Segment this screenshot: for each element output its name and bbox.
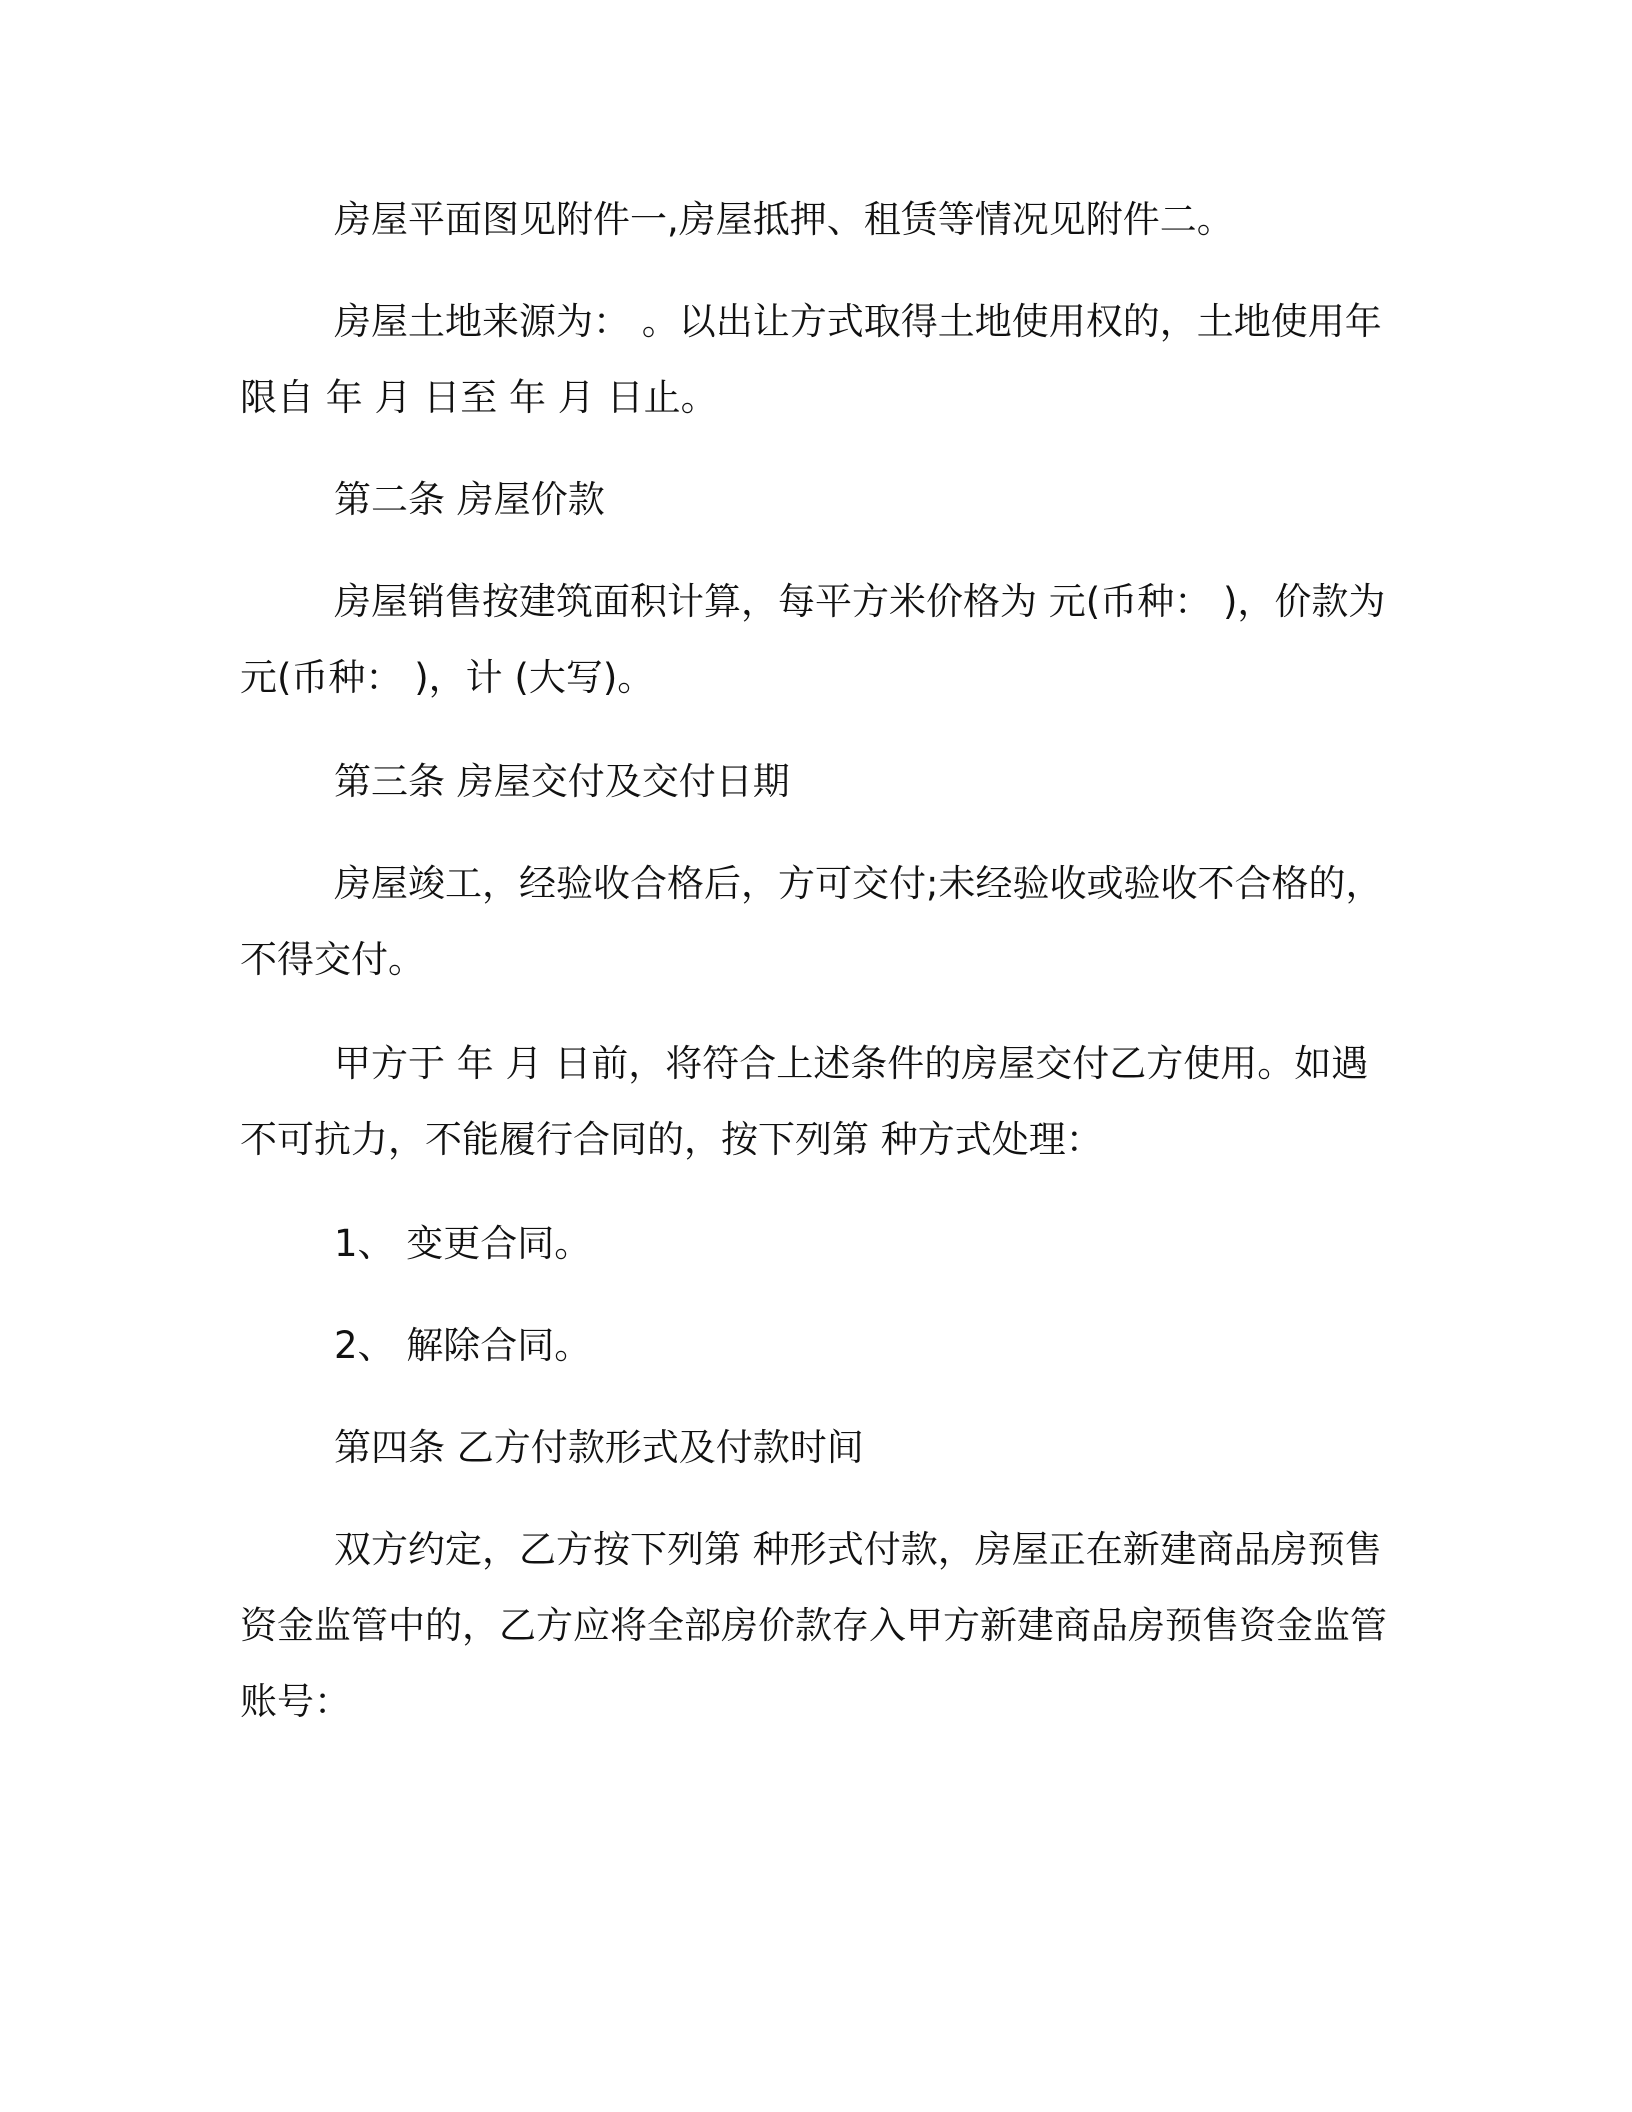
paragraph-payment: 双方约定，乙方按下列第 种形式付款，房屋正在新建商品房预售资金监管中的，乙方应将全部房价款存入甲方新建商品房预售资金监管账号：: [240, 1528, 1387, 1723]
list-item-terminate-contract: 2、 解除合同。: [334, 1324, 592, 1367]
paragraph-attachments: 房屋平面图见附件一,房屋抵押、租赁等情况见附件二。: [334, 198, 1234, 241]
paragraph-delivery-date: 甲方于 年 月 日前，将符合上述条件的房屋交付乙方使用。如遇不可抗力，不能履行合同的，按下列第 种方式处理：: [240, 1042, 1369, 1161]
paragraph-completion: 房屋竣工，经验收合格后，方可交付;未经验收或验收不合格的，不得交付。: [240, 862, 1383, 981]
heading-article-3: 第三条 房屋交付及交付日期: [334, 760, 790, 803]
list-item-change-contract: 1、 变更合同。: [334, 1222, 592, 1265]
paragraph-land-source: 房屋土地来源为： 。以出让方式取得土地使用权的，土地使用年限自 年 月 日至 年 月 日止。: [240, 300, 1382, 419]
heading-article-2: 第二条 房屋价款: [334, 478, 605, 521]
paragraph-price: 房屋销售按建筑面积计算，每平方米价格为 元(币种： )，价款为元(币种： )，计 (大写)。: [240, 580, 1386, 699]
heading-article-4: 第四条 乙方付款形式及付款时间: [334, 1426, 864, 1469]
